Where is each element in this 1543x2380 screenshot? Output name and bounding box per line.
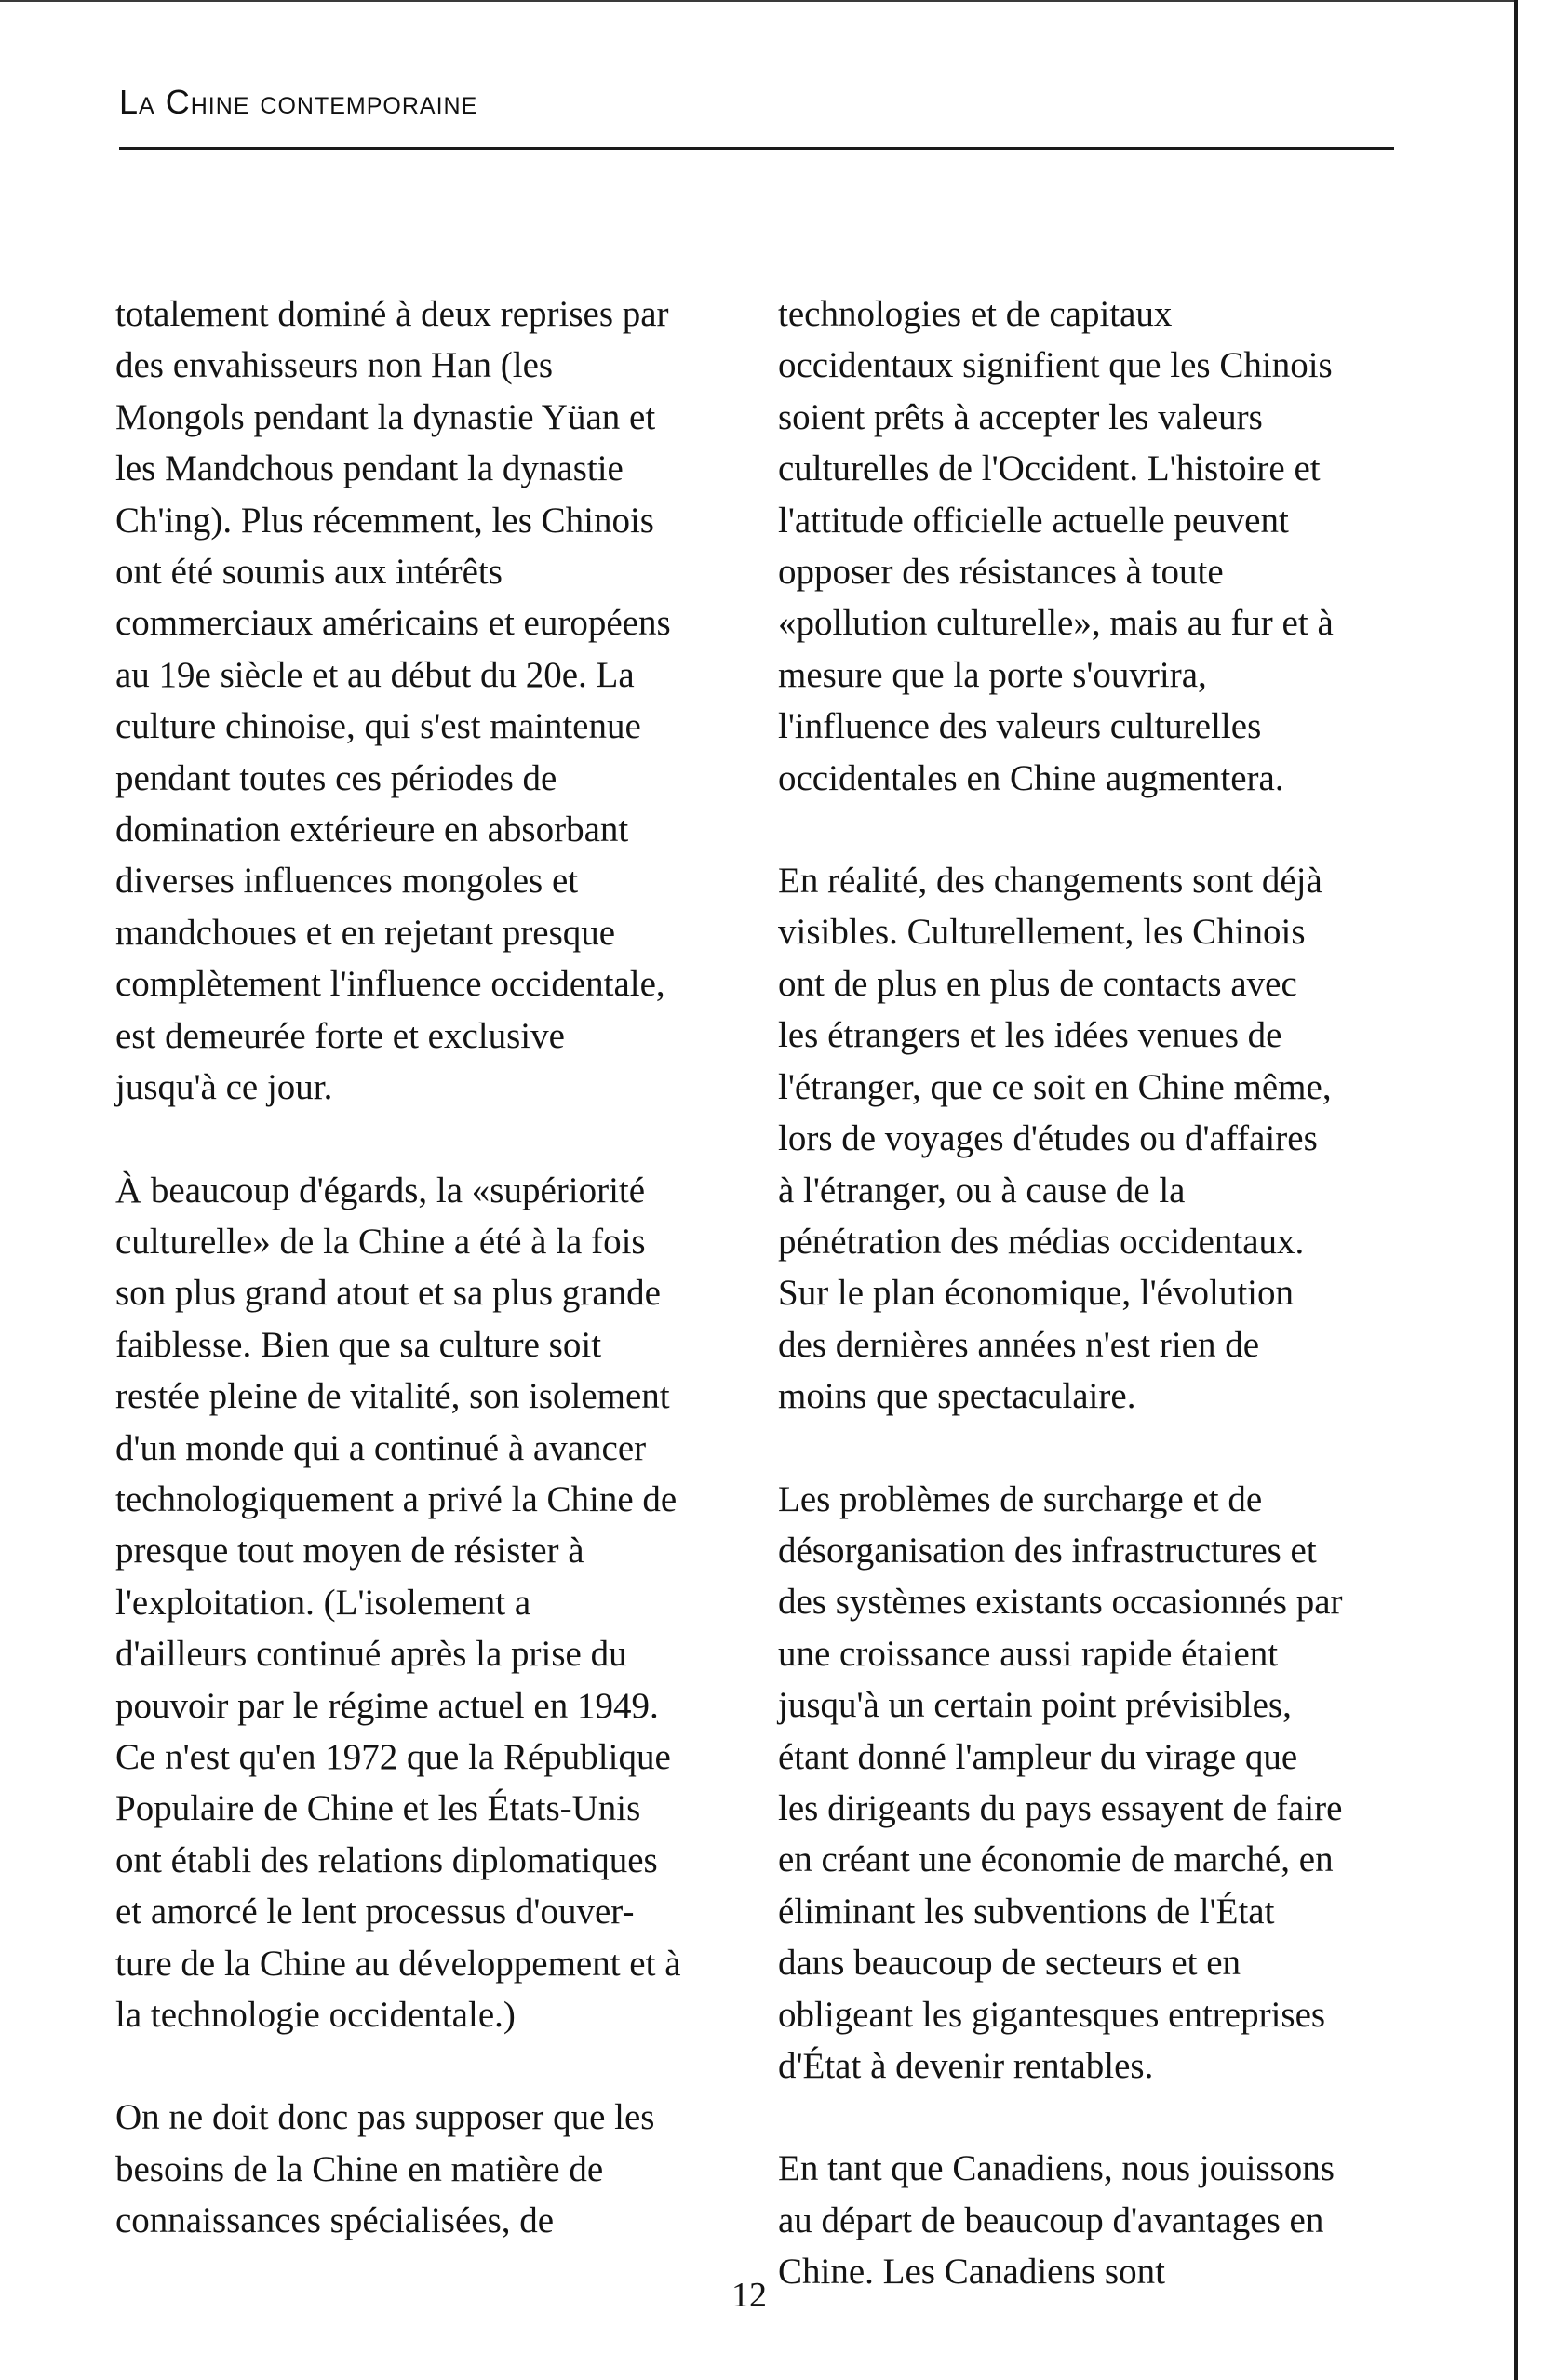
text-line: étant donné l'ampleur du virage que [778, 1736, 1298, 1777]
text-line: ont établi des relations diplomatiques [115, 1839, 658, 1880]
text-line: une croissance aussi rapide étaient [778, 1633, 1279, 1674]
text-line: obligeant les gigantesques entreprises [778, 1994, 1326, 2035]
text-line: pendant toutes ces périodes de [115, 757, 557, 798]
text-line: On ne doit donc pas supposer que les [115, 2097, 655, 2138]
text-line: au départ de beaucoup d'avantages en [778, 2199, 1324, 2240]
text-line: En réalité, des changements sont déjà [778, 861, 1322, 902]
text-line: d'État à devenir rentables. [778, 2046, 1154, 2086]
top-edge-rule [0, 0, 1517, 2]
text-line: technologies et de capitaux [778, 294, 1173, 334]
text-line: Ch'ing). Plus récemment, les Chinois [115, 500, 654, 541]
text-line: En tant que Canadiens, nous jouissons [778, 2148, 1335, 2189]
text-line: des dernières années n'est rien de [778, 1324, 1260, 1365]
text-line: jusqu'à un certain point prévisibles, [778, 1685, 1292, 1726]
text-line: l'attitude officielle actuelle peuvent [778, 500, 1289, 541]
text-line: l'étranger, que ce soit en Chine même, [778, 1066, 1332, 1107]
text-line: Mongols pendant la dynastie Yüan et [115, 396, 656, 437]
text-line: besoins de la Chine en matière de [115, 2148, 604, 2189]
running-header: La Chine contemporaine [119, 83, 478, 121]
text-line: la technologie occidentale.) [115, 1995, 516, 2035]
page-number: 12 [731, 2276, 767, 2315]
text-line: restée pleine de vitalité, son isolement [115, 1376, 670, 1417]
left-column [115, 288, 758, 2298]
text-line: en créant une économie de marché, en [778, 1839, 1334, 1880]
text-line: presque tout moyen de résister à [115, 1531, 584, 1571]
text-line: faiblesse. Bien que sa culture soit [115, 1324, 602, 1365]
text-line: ture de la Chine au développement et à [115, 1943, 681, 1984]
text-line: Sur le plan économique, l'évolution [778, 1273, 1294, 1314]
text-line: «pollution culturelle», mais au fur et à [778, 603, 1334, 644]
text-line: des systèmes existants occasionnés par [778, 1582, 1343, 1623]
paragraph [778, 1474, 1420, 2093]
paragraph [115, 288, 758, 1114]
text-line: pénétration des médias occidentaux. [778, 1221, 1305, 1262]
text-line: visibles. Culturellement, les Chinois [778, 912, 1306, 953]
paragraph [778, 288, 1420, 804]
right-edge-rule [1514, 0, 1518, 2380]
text-line: désorganisation des infrastructures et [778, 1530, 1317, 1571]
text-line: d'ailleurs continué après la prise du [115, 1634, 627, 1675]
text-line: Ce n'est qu'en 1972 que la République [115, 1736, 671, 1777]
text-line: lors de voyages d'études ou d'affaires [778, 1118, 1318, 1159]
text-line: ont de plus en plus de contacts avec [778, 963, 1297, 1004]
paragraph [778, 855, 1420, 1422]
text-line: Les problèmes de surcharge et de [778, 1478, 1263, 1519]
text-line: diverses influences mongoles et [115, 861, 579, 902]
text-line: commerciaux américains et européens [115, 603, 671, 644]
text-line: culturelle» de la Chine a été à la fois [115, 1221, 646, 1262]
text-line: opposer des résistances à toute [778, 552, 1224, 593]
text-line: au 19e siècle et au début du 20e. La [115, 654, 635, 695]
text-line: À beaucoup d'égards, la «supériorité [115, 1170, 646, 1210]
header-rule [119, 147, 1394, 150]
text-line: les étrangers et les idées venues de [778, 1015, 1282, 1056]
text-line: ont été soumis aux intérêts [115, 552, 503, 593]
text-line: connaissances spécialisées, de [115, 2200, 555, 2241]
text-line: l'exploitation. (L'isolement a [115, 1582, 531, 1623]
text-line: technologiquement a privé la Chine de [115, 1478, 678, 1519]
paragraph [115, 1165, 758, 2041]
paragraph [778, 2143, 1420, 2297]
text-line: et amorcé le lent processus d'ouver- [115, 1892, 635, 1932]
text-line: les dirigeants du pays essayent de faire [778, 1787, 1343, 1828]
text-line: soient prêts à accepter les valeurs [778, 396, 1263, 437]
text-line: dans beaucoup de secteurs et en [778, 1943, 1241, 1984]
text-line: mesure que la porte s'ouvrira, [778, 654, 1207, 695]
text-line: occidentales en Chine augmentera. [778, 757, 1284, 798]
text-line: des envahisseurs non Han (les [115, 345, 554, 386]
text-line: l'influence des valeurs culturelles [778, 706, 1262, 747]
text-line: jusqu'à ce jour. [115, 1067, 333, 1108]
text-line: moins que spectaculaire. [778, 1376, 1136, 1417]
text-line: Populaire de Chine et les États-Unis [115, 1788, 641, 1829]
text-line: son plus grand atout et sa plus grande [115, 1273, 661, 1314]
text-line: domination extérieure en absorbant [115, 809, 629, 850]
text-line: est demeurée forte et exclusive [115, 1015, 565, 1056]
text-line: Chine. Les Canadiens sont [778, 2252, 1165, 2293]
text-line: à l'étranger, ou à cause de la [778, 1170, 1186, 1210]
text-line: les Mandchous pendant la dynastie [115, 448, 624, 489]
text-line: mandchoues et en rejetant presque [115, 912, 616, 953]
text-line: culturelles de l'Occident. L'histoire et [778, 448, 1321, 489]
text-line: d'un monde qui a continué à avancer [115, 1427, 647, 1468]
text-line: totalement dominé à deux reprises par [115, 294, 669, 334]
paragraph [115, 2092, 758, 2246]
right-column [778, 288, 1420, 2349]
text-line: complètement l'influence occidentale, [115, 964, 665, 1005]
text-line: culture chinoise, qui s'est maintenue [115, 706, 641, 747]
text-line: pouvoir par le régime actuel en 1949. [115, 1685, 659, 1726]
text-line: éliminant les subventions de l'État [778, 1891, 1275, 1932]
text-line: occidentaux signifient que les Chinois [778, 345, 1333, 386]
